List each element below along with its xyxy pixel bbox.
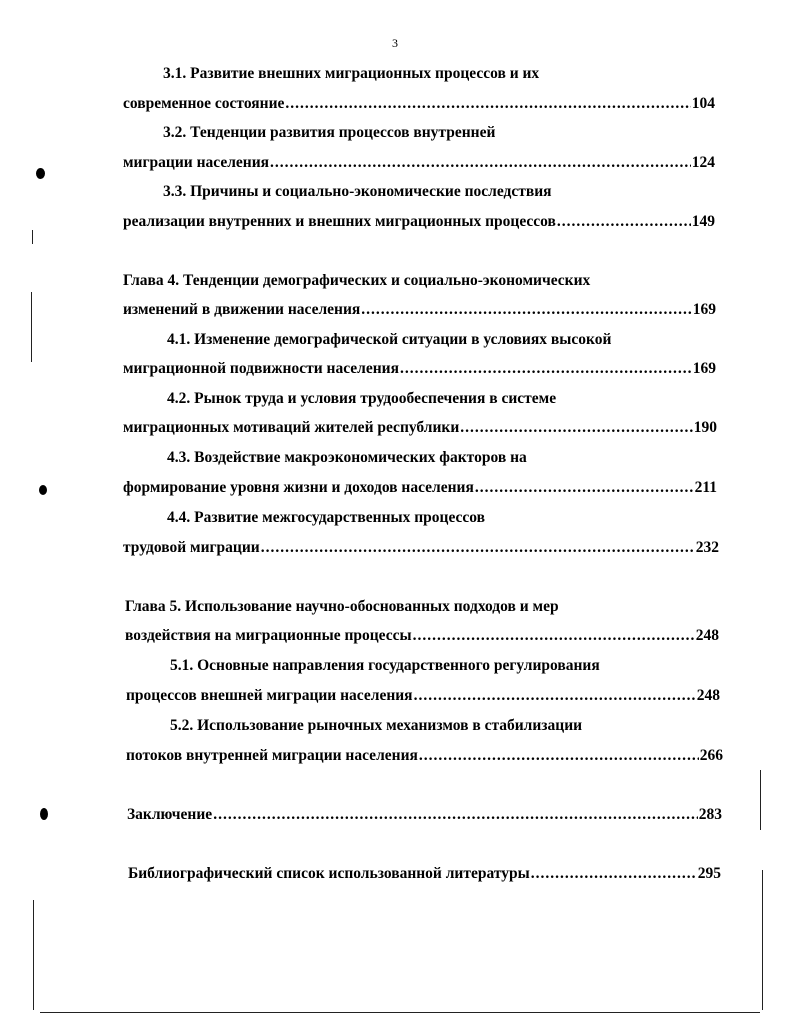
binder-hole-mark [40,808,48,820]
toc-3-3-title-cont: реализации внутренних и внешних миграционных процессов [123,213,556,230]
toc-4-1-title-cont: миграционной подвижности населения [123,360,399,377]
toc-3-1-title-cont: современное состояние [123,95,285,112]
toc-bibliography-page: 295 [697,865,721,882]
toc-5-2-title-cont: потоков внутренней миграции населения [126,747,418,764]
toc-3-3-page: 149 [691,213,715,230]
dot-leader [285,94,690,114]
toc-4-4-entry[interactable] [123,538,719,558]
toc-4-4-title: 4.4. Развитие межгосударственных процессов [167,509,486,526]
toc-4-4-page: 232 [695,539,719,556]
toc-4-3-title-cont: формирование уровня жизни и доходов населения [123,479,474,496]
toc-4-2-page: 190 [693,419,717,436]
dot-leader [419,746,699,766]
dot-leader [213,805,698,825]
toc-5-2-entry[interactable] [126,746,723,766]
toc-chapter-4-entry[interactable] [123,300,716,320]
scan-edge-line [762,870,763,1010]
dot-leader [531,864,697,884]
toc-4-1-title: 4.1. Изменение демографической ситуации в условиях высокой [167,331,612,348]
dot-leader [460,418,692,438]
scan-bottom-line [40,1012,760,1013]
toc-3-3-title: 3.3. Причины и социально-экономические последствия [163,183,552,200]
toc-4-1-entry[interactable] [123,359,716,379]
toc-bibliography-title: Библиографический список использованной литературы [128,865,530,882]
toc-chapter-5-title-cont: воздействия на миграционные процессы [125,627,412,644]
toc-3-1-entry[interactable] [123,94,715,114]
toc-3-1-title: 3.1. Развитие внешних миграционных процессов и их [163,65,540,82]
page-number: 3 [392,36,398,50]
toc-4-2-title: 4.2. Рынок труда и условия трудообеспечения в системе [167,390,557,407]
toc-4-4-title-cont: трудовой миграции [123,539,260,556]
dot-leader [361,300,691,320]
toc-4-2-title-cont: миграционных мотиваций жителей республики [123,419,460,436]
binder-hole-mark [39,485,47,495]
toc-chapter-4-page: 169 [692,301,716,318]
scan-edge-line [760,770,761,830]
toc-4-2-entry[interactable] [123,418,717,438]
dot-leader [270,153,691,173]
toc-5-1-title-cont: процессов внешней миграции населения [126,687,413,704]
toc-3-2-page: 124 [691,154,715,171]
binder-hole-mark [36,168,45,179]
toc-4-1-page: 169 [692,360,716,377]
toc-conclusion-entry[interactable] [127,805,722,825]
toc-chapter-5-entry[interactable] [125,626,719,646]
toc-3-3-entry[interactable] [123,212,715,232]
toc-3-2-title: 3.2. Тенденции развития процессов внутренней [163,124,496,141]
toc-4-3-title: 4.3. Воздействие макроэкономических факторов на [167,449,527,466]
dot-leader [261,538,695,558]
toc-chapter-5-title: Глава 5. Использование научно-обоснованных подходов и мер [125,598,559,615]
toc-5-1-page: 248 [696,687,720,704]
dot-leader [557,212,691,232]
toc-chapter-4-title: Глава 4. Тенденции демографических и социально-экономических [123,272,591,289]
scan-edge-line [32,230,33,244]
dot-leader [400,359,692,379]
toc-4-3-entry[interactable] [123,478,717,498]
toc-5-1-entry[interactable] [126,686,720,706]
toc-chapter-5-page: 248 [695,627,719,644]
toc-3-2-title-cont: миграции населения [123,154,270,171]
toc-3-2-entry[interactable] [123,153,715,173]
scan-edge-line [33,900,34,1010]
toc-bibliography-entry[interactable] [128,864,721,884]
toc-4-3-page: 211 [694,479,717,496]
dot-leader [475,478,694,498]
toc-5-1-title: 5.1. Основные направления государственного регулирования [170,657,600,674]
dot-leader [413,626,695,646]
toc-3-1-page: 104 [691,95,715,112]
toc-5-2-title: 5.2. Использование рыночных механизмов в стабилизации [170,717,583,734]
scan-edge-line [31,292,32,362]
toc-chapter-4-title-cont: изменений в движении населения [123,301,361,318]
dot-leader [414,686,696,706]
toc-5-2-page: 266 [699,747,723,764]
toc-conclusion-page: 283 [698,806,722,823]
toc-conclusion-title: Заключение [127,806,213,823]
